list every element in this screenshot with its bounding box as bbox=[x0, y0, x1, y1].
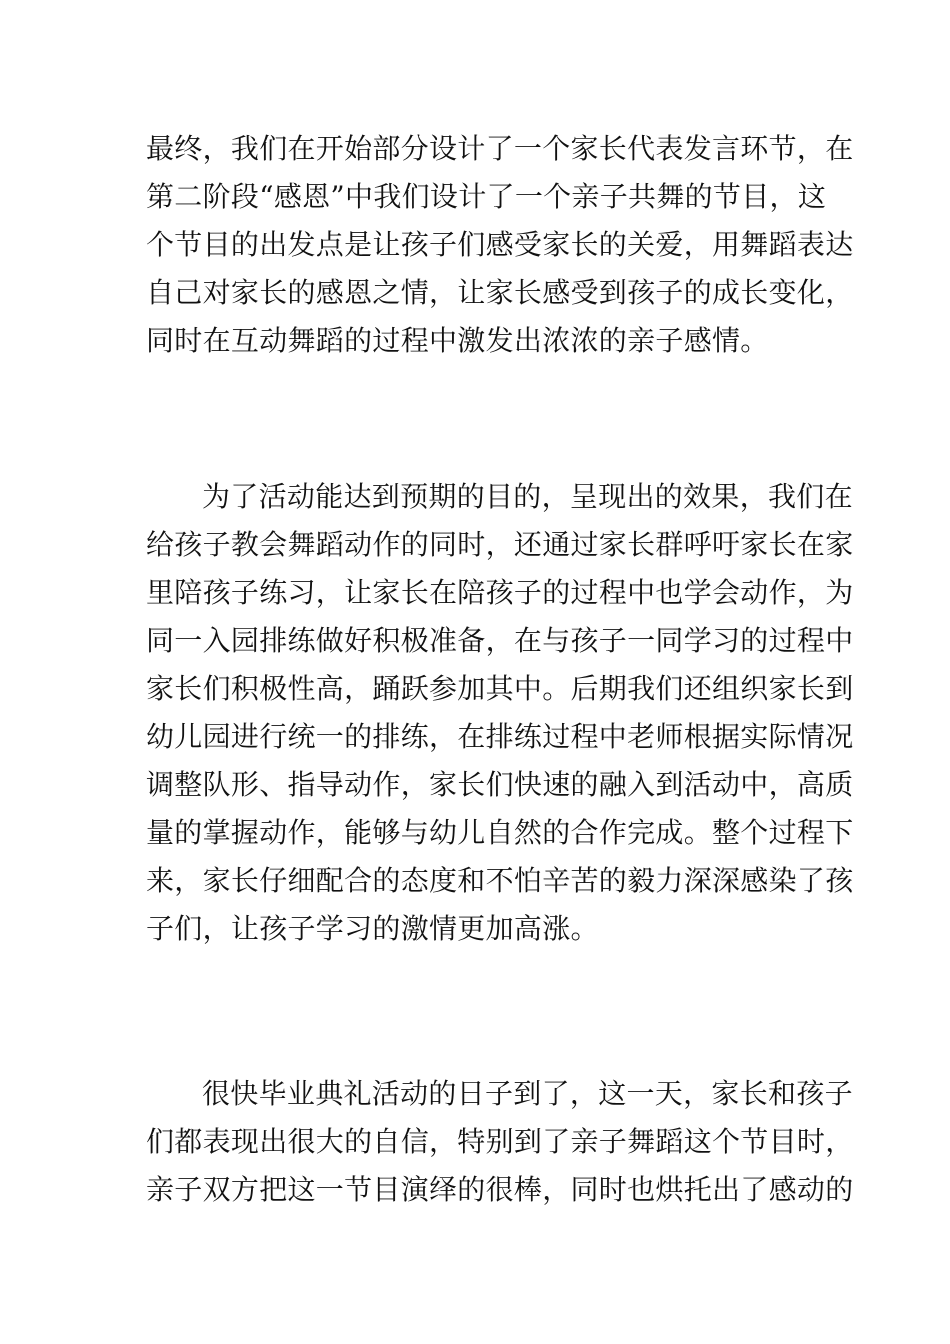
paragraph-line: 很快毕业典礼活动的日子到了，这一天，家长和孩子 bbox=[202, 1077, 853, 1110]
paragraph-line: 最终，我们在开始部分设计了一个家长代表发言环节，在 bbox=[146, 132, 854, 165]
paragraph-line: 幼儿园进行统一的排练，在排练过程中老师根据实际情况 bbox=[146, 720, 854, 753]
paragraph-3 bbox=[146, 1070, 854, 1214]
paragraph-line: 们都表现出很大的自信，特别到了亲子舞蹈这个节目时， bbox=[146, 1125, 854, 1158]
paragraph-line: 子们，让孩子学习的激情更加高涨。 bbox=[146, 912, 599, 945]
paragraph-1 bbox=[146, 125, 854, 365]
paragraph-line: 里陪孩子练习，让家长在陪孩子的过程中也学会动作，为 bbox=[146, 576, 854, 609]
paragraph-line: 家长们积极性高，踊跃参加其中。后期我们还组织家长到 bbox=[146, 672, 854, 705]
paragraph-line: 同时在互动舞蹈的过程中激发出浓浓的亲子感情。 bbox=[146, 324, 769, 357]
paragraph-line: 第二阶段“感恩”中我们设计了一个亲子共舞的节目，这 bbox=[146, 180, 827, 213]
paragraph-line: 自己对家长的感恩之情，让家长感受到孩子的成长变化， bbox=[146, 276, 854, 309]
paragraph-line: 为了活动能达到预期的目的，呈现出的效果，我们在 bbox=[202, 480, 853, 513]
paragraph-line: 给孩子教会舞蹈动作的同时，还通过家长群呼吁家长在家 bbox=[146, 528, 854, 561]
paragraph-line: 亲子双方把这一节目演绎的很棒，同时也烘托出了感动的 bbox=[146, 1173, 854, 1206]
paragraph-line: 量的掌握动作，能够与幼儿自然的合作完成。整个过程下 bbox=[146, 816, 854, 849]
paragraph-line: 来，家长仔细配合的态度和不怕辛苦的毅力深深感染了孩 bbox=[146, 864, 854, 897]
paragraph-line: 同一入园排练做好积极准备，在与孩子一同学习的过程中 bbox=[146, 624, 854, 657]
paragraph-2 bbox=[146, 473, 854, 953]
paragraph-line: 调整队形、指导动作，家长们快速的融入到活动中，高质 bbox=[146, 768, 854, 801]
paragraph-line: 个节目的出发点是让孩子们感受家长的关爱，用舞蹈表达 bbox=[146, 228, 854, 261]
